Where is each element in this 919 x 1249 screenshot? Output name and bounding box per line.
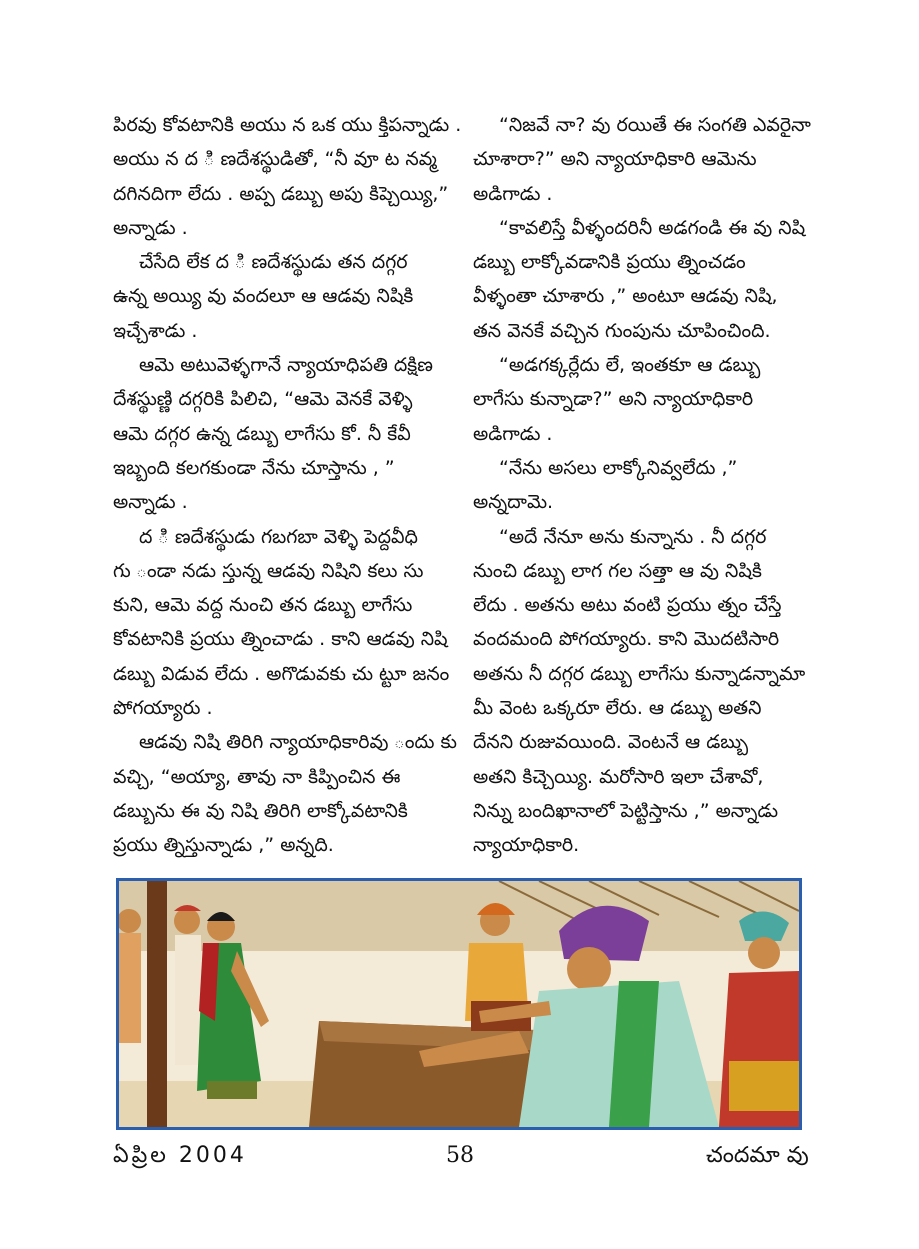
- page-number: 58: [446, 1143, 474, 1168]
- text-line: చూశారా?” అని న్యాయాధికారి ఆమెను: [473, 148, 757, 171]
- text-line: లేదు . అతను అటు వంటి ప్రయు త్నం చేస్తే: [473, 594, 782, 617]
- text-line: నిన్ను బందిఖానాలో పెట్టిస్తాను ,” అన్నాడు: [473, 799, 779, 822]
- text-line: ఉన్న అయ్యి వు వందలూ ఆ ఆడవు నిషికి: [113, 285, 414, 308]
- text-line: ద ి ణదేశస్థుడు గబగబా వెళ్ళి పెద్దవీధి: [139, 525, 418, 548]
- text-line: గు ండా నడు స్తున్న ఆడవు నిషిని కలు సు: [113, 559, 424, 582]
- text-line: ఇబ్బంది కలగకుండా నేను చూస్తాను , ”: [113, 456, 395, 479]
- text-line: కుని, ఆమె వద్ద నుంచి తన డబ్బు లాగేసు: [113, 594, 413, 617]
- text-line: ఆడవు నిషి తిరిగి న్యాయాధికారివు ందు కు: [139, 731, 457, 754]
- text-line: డబ్బును ఈ వు నిషి తిరిగి లాక్కోవటానికి: [113, 799, 408, 822]
- text-line: ఇచ్చేశాడు .: [113, 319, 198, 342]
- right-text-column: [473, 108, 813, 863]
- text-line: వచ్చి, “అయ్యా, తావు నా కిప్పించిన ఈ: [113, 765, 401, 788]
- text-line: అతని కిచ్చెయ్యి. మరోసారి ఇలా చేశావో,: [473, 765, 764, 788]
- text-line: పిరవు కోవటానికి అయు న ఒక యు క్తిపన్నాడు .: [113, 114, 462, 136]
- text-line: తన వెనకే వచ్చిన గుంపును చూపించింది.: [473, 319, 771, 342]
- text-line: ప్రయు త్నిస్తున్నాడు ,” అన్నది.: [113, 834, 334, 857]
- text-line: అన్నదామె.: [473, 491, 554, 514]
- magazine-name: చందమా వు: [706, 1143, 809, 1168]
- text-line: కోవటానికి ప్రయు త్నించాడు . కాని ఆడవు నిషి: [113, 628, 448, 651]
- text-line: ఆమె అటువెళ్ళగానే న్యాయాధిపతి దక్షిణ: [139, 354, 433, 377]
- text-line: వీళ్ళంతా చూశారు ,” అంటూ ఆడవు నిషి,: [473, 285, 778, 308]
- text-line: చేసేది లేక ద ి ణదేశస్థుడు తన దగ్గర: [139, 251, 408, 274]
- text-line: వందమంది పోగయ్యారు. కాని మొదటిసారి: [473, 628, 780, 651]
- text-line: ఆమె దగ్గర ఉన్న డబ్బు లాగేసు కో. నీ కేవీ: [113, 422, 411, 445]
- text-line: “అడగక్కర్లేదు లే, ఇంతకూ ఆ డబ్బు: [499, 354, 761, 377]
- text-line: నుంచి డబ్బు లాగ గల సత్తా ఆ వు నిషికి: [473, 559, 762, 582]
- text-line: అతను నీ దగ్గర డబ్బు లాగేసు కున్నాడన్నామా: [473, 662, 806, 685]
- text-line: అన్నాడు .: [113, 216, 188, 239]
- text-line: అడిగాడు .: [473, 422, 553, 445]
- text-line: దేనని రుజువయింది. వెంటనే ఆ డబ్బు: [473, 731, 749, 754]
- text-line: “నేను అసలు లాక్కోనివ్వలేదు ,”: [499, 456, 738, 479]
- text-line: “అదే నేనూ అను కున్నాను . నీ దగ్గర: [499, 525, 767, 548]
- left-text-column: [113, 108, 463, 863]
- text-line: అడిగాడు .: [473, 182, 553, 205]
- text-line: అన్నాడు .: [113, 491, 188, 514]
- text-line: న్యాయాధికారి.: [473, 834, 580, 857]
- text-line: అయు న ద ి ణదేశస్థుడితో, “నీ వూ ట నవ్మ: [113, 148, 437, 171]
- text-line: “కావలిస్తే వీళ్ళందరినీ అడగండి ఈ వు నిషి: [499, 216, 806, 239]
- text-line: దగినదిగా లేదు . అప్ప డబ్బు అపు కిప్చెయ్యి,”: [113, 182, 449, 205]
- text-line: లాగేసు కున్నాడా?” అని న్యాయాధికారి: [473, 388, 754, 411]
- text-line: డబ్బు లాక్కోవడానికి ప్రయు త్నించడం: [473, 251, 746, 274]
- text-line: “నిజవే నా? వు రయితే ఈ సంగతి ఎవరైనా: [499, 114, 811, 136]
- story-illustration: [116, 878, 802, 1130]
- text-line: పోగయ్యారు .: [113, 697, 213, 720]
- footer-date: ఏప్రిల 2004: [113, 1143, 247, 1168]
- text-line: మీ వెంట ఒక్కరూ లేరు. ఆ డబ్బు అతని: [473, 697, 762, 720]
- text-line: దేశస్థుణ్ణి దగ్గరికి పిలిచి, “ఆమె వెనకే వెళ్ళి: [113, 388, 413, 411]
- text-line: డబ్బు విడువ లేదు . అగొడువకు చు ట్టూ జనం: [113, 662, 450, 685]
